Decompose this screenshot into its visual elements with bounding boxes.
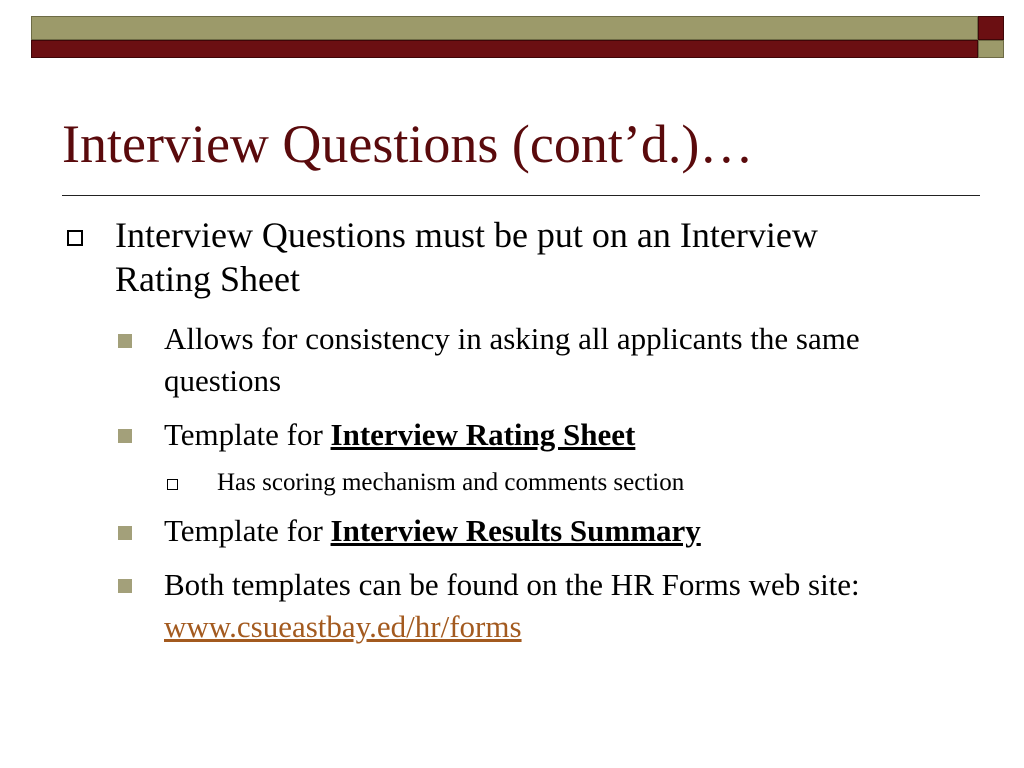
bullet-both-templates	[164, 564, 934, 648]
both-templates-prefix: Both templates can be found on the HR Forms web site:	[164, 567, 860, 602]
interview-rating-sheet-link[interactable]: Interview Rating Sheet	[330, 417, 636, 452]
filled-square-bullet-icon	[118, 429, 132, 443]
corner-olive-square	[978, 40, 1004, 58]
corner-maroon-square	[978, 16, 1004, 40]
hr-forms-url-link[interactable]: www.csueastbay.ed/hr/forms	[164, 609, 522, 644]
bullet-template-rating	[164, 414, 934, 456]
filled-square-bullet-icon	[118, 334, 132, 348]
top-olive-bar	[31, 16, 978, 40]
filled-square-bullet-icon	[118, 526, 132, 540]
hollow-square-bullet-icon	[67, 230, 83, 246]
bullet-scoring-text: Has scoring mechanism and comments section	[217, 469, 685, 496]
template-prefix: Template for	[164, 417, 331, 452]
interview-results-summary-link[interactable]: Interview Results Summary	[330, 513, 701, 548]
hollow-square-bullet-icon	[167, 479, 178, 490]
title-divider	[62, 195, 980, 196]
template-prefix: Template for	[164, 513, 331, 548]
bullet-template-summary	[164, 510, 934, 552]
bullet-level1-text: Interview Questions must be put on an Interview Rating Sheet	[115, 215, 818, 299]
top-maroon-bar	[31, 40, 978, 58]
filled-square-bullet-icon	[118, 579, 132, 593]
slide-title: Interview Questions (cont’d.)…	[62, 114, 754, 174]
bullet-consistency-text: Allows for consistency in asking all applicants the same questions	[164, 321, 860, 398]
